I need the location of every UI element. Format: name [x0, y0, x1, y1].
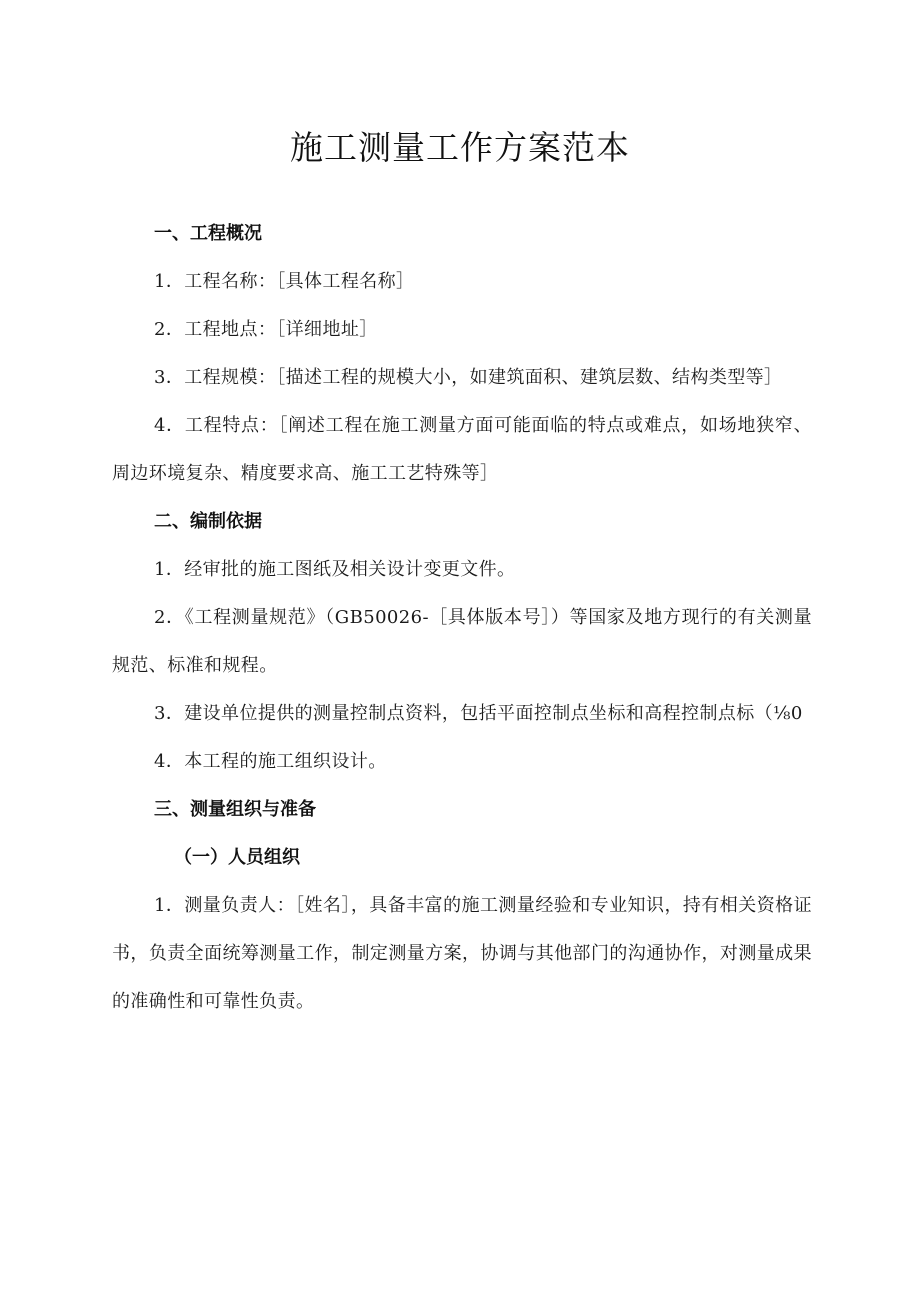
overview-item-location: 2．工程地点：［详细地址］	[154, 319, 378, 340]
basis-item-control-points: 3．建设单位提供的测量控制点资料，包括平面控制点坐标和高程控制点标（⅛0	[154, 703, 803, 724]
subsection-heading-personnel: （一）人员组织	[174, 847, 300, 868]
section-heading-organization: 三、测量组织与准备	[154, 799, 316, 820]
basis-item-construction-design: 4．本工程的施工组织设计。	[154, 751, 387, 772]
basis-item-drawings: 1．经审批的施工图纸及相关设计变更文件。	[154, 559, 516, 580]
overview-item-name: 1．工程名称：［具体工程名称］	[154, 271, 415, 292]
overview-item-features: 4．工程特点：［阐述工程在施工测量方面可能面临的特点或难点，如场地狭窄、周边环境复杂、精度要求高、施工工艺特殊等］	[112, 415, 812, 484]
overview-item-scale: 3．工程规模：［描述工程的规模大小，如建筑面积、建筑层数、结构类型等］	[154, 367, 783, 388]
section-heading-overview: 一、工程概况	[154, 223, 262, 244]
page-title: 施工测量工作方案范本	[290, 128, 630, 167]
document-body	[112, 222, 812, 1038]
personnel-item-leader: 1．测量负责人：［姓名］，具备丰富的施工测量经验和专业知识，持有相关资格证书，负责全面统筹测量工作，制定测量方案，协调与其他部门的沟通协作，对测量成果的准确性和可靠性负责。	[112, 895, 812, 1012]
basis-item-standards: 2．《工程测量规范》（GB50026-［具体版本号］）等国家及地方现行的有关测量规范、标准和规程。	[112, 607, 812, 676]
section-heading-basis: 二、编制依据	[154, 511, 262, 532]
